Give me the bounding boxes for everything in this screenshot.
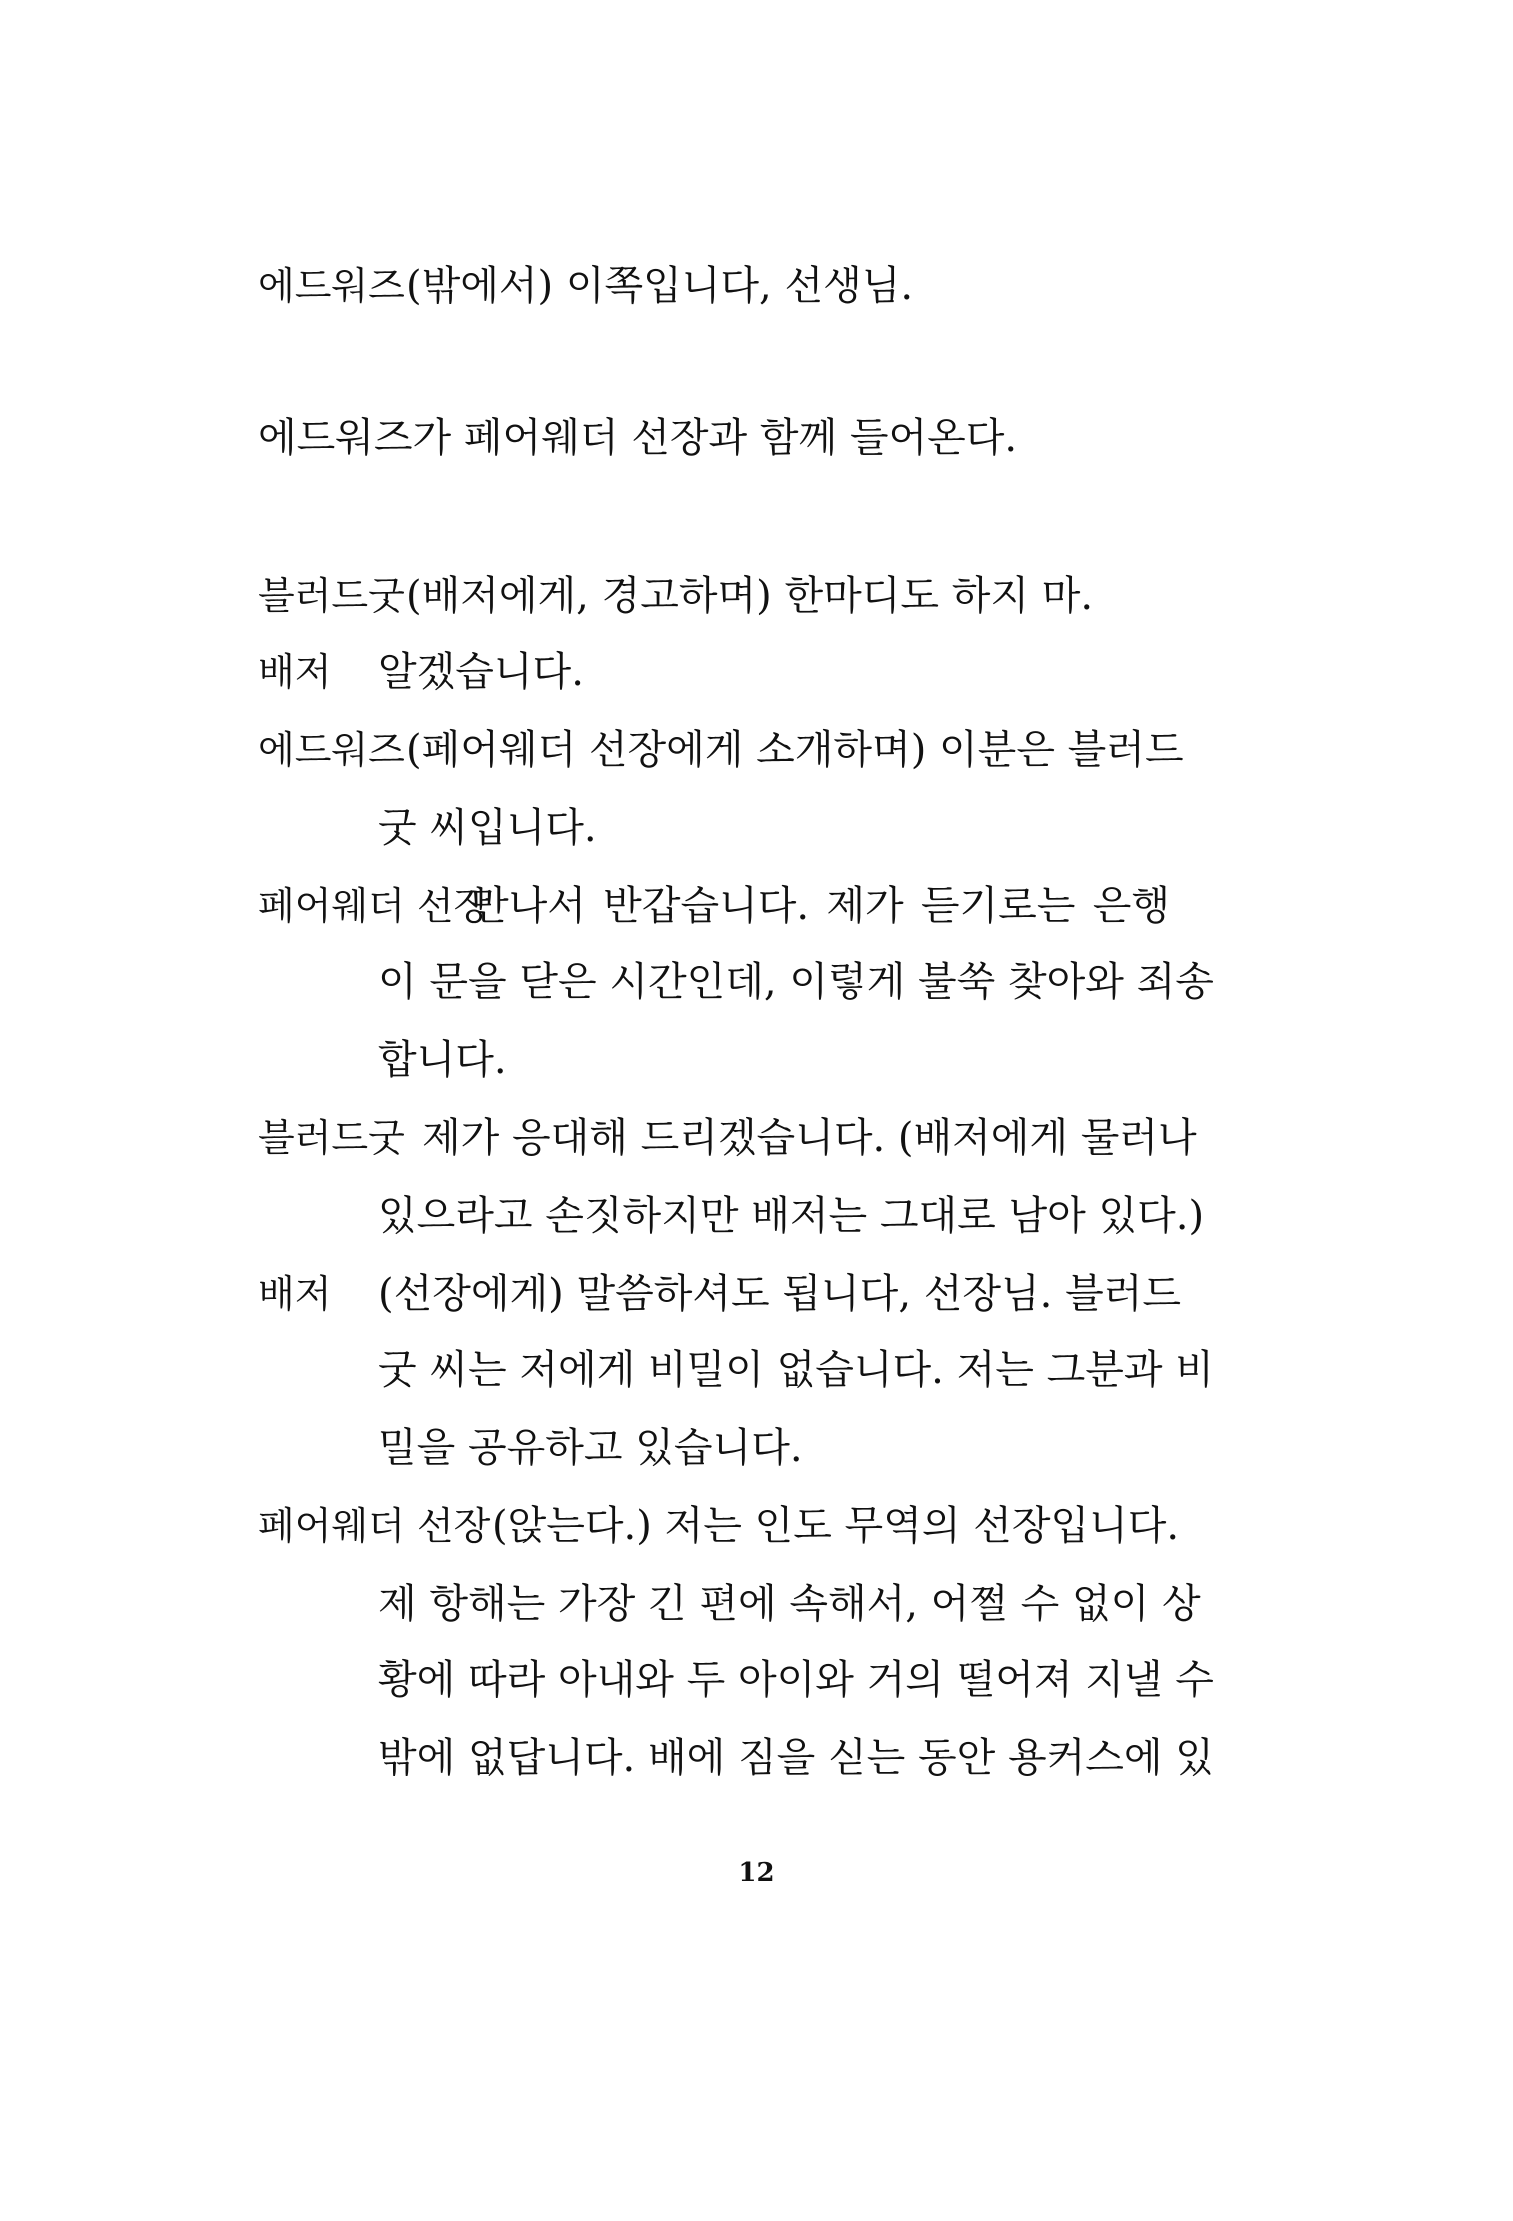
dialogue-line	[258, 570, 1170, 622]
dialogue-text: 제가 응대해 드리겠습니다. (배저에게 물러나	[422, 1115, 1197, 1161]
dialogue-text: (페어웨더 선장에게 소개하며) 이분은 블러드	[406, 727, 1184, 773]
dialogue-continuation: 이 문을 닫은 시간인데, 이렇게 불쑥 찾아와 죄송	[378, 959, 1214, 1005]
speaker-name: 에드워즈	[258, 264, 405, 308]
dialogue-text: 만나서 반갑습니다. 제가 듣기로는 은행	[470, 883, 1170, 929]
dialogue-continuation: 제 항해는 가장 긴 편에 속해서, 어쩔 수 없이 상	[378, 1581, 1201, 1627]
dialogue-continuation: 굿 씨는 저에게 비밀이 없습니다. 저는 그분과 비	[378, 1347, 1214, 1393]
speaker-name: 배저	[258, 1272, 332, 1316]
dialogue-line	[258, 1500, 1180, 1552]
dialogue-continuation: 굿 씨입니다.	[378, 805, 597, 851]
stage-direction: 에드워즈가 페어웨더 선장과 함께 들어온다.	[258, 415, 1018, 461]
speaker-name: 페어웨더 선장	[258, 884, 491, 928]
dialogue-continuation: 밀을 공유하고 있습니다.	[378, 1425, 803, 1471]
dialogue-line	[258, 1268, 1182, 1320]
dialogue-continuation: 합니다.	[378, 1037, 507, 1083]
dialogue-text: (선장에게) 말씀하셔도 됩니다, 선장님. 블러드	[378, 1271, 1182, 1317]
page-number: 12	[738, 1858, 775, 1888]
speaker-name: 페어웨더 선장	[258, 1504, 491, 1548]
dialogue-line	[258, 880, 1170, 932]
speaker-name: 블러드굿	[258, 574, 405, 618]
speaker-name: 배저	[258, 650, 332, 694]
dialogue-line	[258, 724, 1184, 776]
dialogue-text: (앉는다.) 저는 인도 무역의 선장입니다.	[492, 1503, 1180, 1549]
speaker-name: 에드워즈	[258, 728, 405, 772]
dialogue-line	[258, 646, 1170, 698]
dialogue-continuation: 밖에 없답니다. 배에 짐을 싣는 동안 용커스에 있	[378, 1735, 1214, 1781]
dialogue-text: 알겠습니다.	[378, 649, 584, 695]
speaker-name: 블러드굿	[258, 1116, 405, 1160]
dialogue-line	[258, 260, 1170, 312]
dialogue-text: (배저에게, 경고하며) 한마디도 하지 마.	[406, 573, 1094, 619]
dialogue-continuation: 황에 따라 아내와 두 아이와 거의 떨어져 지낼 수	[378, 1657, 1214, 1703]
dialogue-text: (밖에서) 이쪽입니다, 선생님.	[406, 263, 914, 309]
dialogue-continuation: 있으라고 손짓하지만 배저는 그대로 남아 있다.)	[378, 1193, 1205, 1239]
dialogue-line	[258, 1112, 1197, 1164]
